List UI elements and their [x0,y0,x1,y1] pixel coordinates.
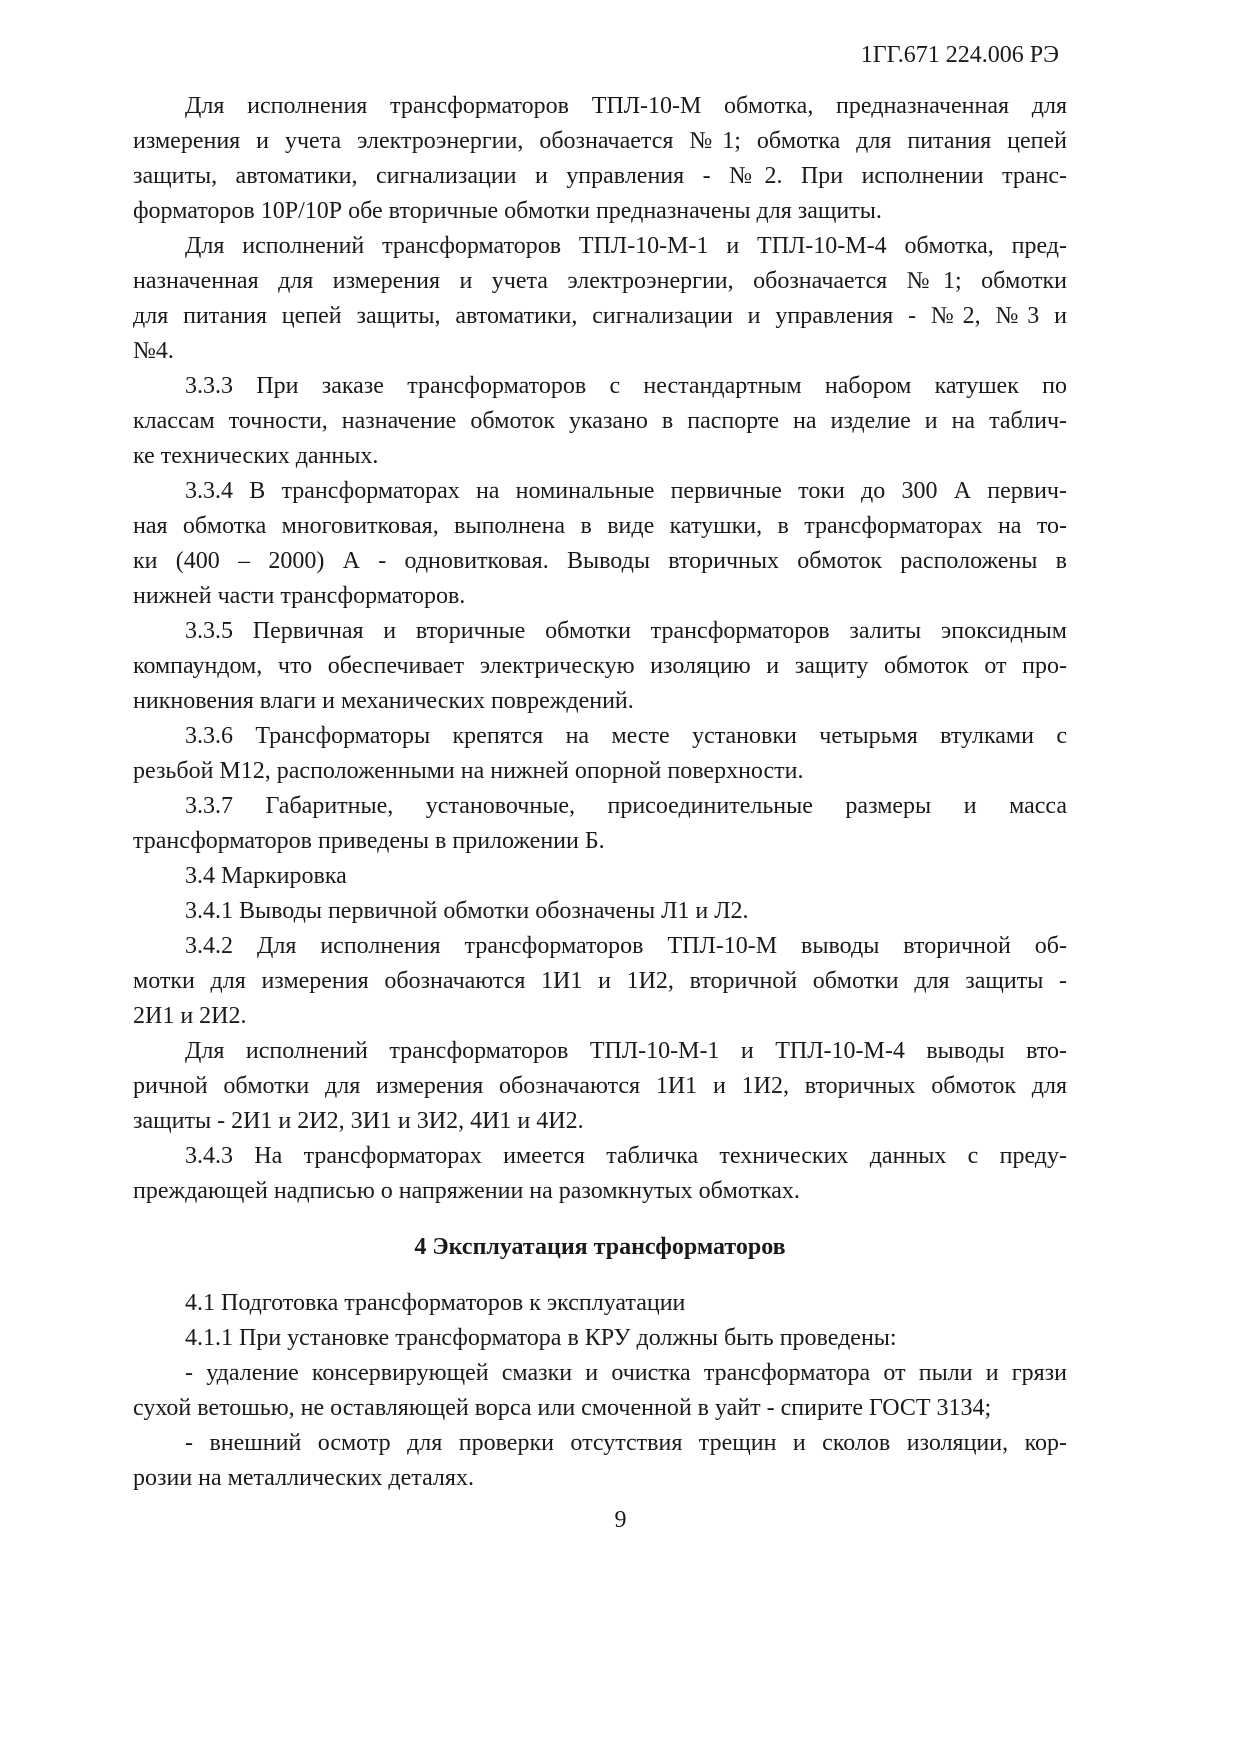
clause-3-4-2: 3.4.2 Для исполнения трансформаторов ТПЛ-10-М выводы вторичной об- [185,933,1067,959]
text-line: компаундом, что обеспечивает электрическую изоляцию и защиту обмоток от про- [133,653,1067,679]
clause-3-4-title: 3.4 Маркировка [185,863,347,889]
clause-3-3-5: 3.3.5 Первичная и вторичные обмотки трансформаторов залиты эпоксидным [185,618,1067,644]
clause-3-3-7: 3.3.7 Габаритные, установочные, присоединительные размеры и масса [185,793,1067,819]
text-line: резьбой М12, расположенными на нижней опорной поверхности. [133,758,804,784]
text-line: сухой ветошью, не оставляющей ворса или смоченной в уайт - спирите ГОСТ 3134; [133,1395,992,1421]
clause-4-1: 4.1 Подготовка трансформаторов к эксплуатации [185,1290,686,1316]
clause-3-4-1: 3.4.1 Выводы первичной обмотки обозначены Л1 и Л2. [185,898,749,924]
text-line: защиты, автоматики, сигнализации и управления - №2. При исполнении транс- [133,163,1067,189]
text-line: преждающей надписью о напряжении на разомкнутых обмотках. [133,1178,800,1204]
clause-3-3-3: 3.3.3 При заказе трансформаторов с нестандартным набором катушек по [185,373,1067,399]
text-line: Для исполнений трансформаторов ТПЛ-10-М-1 и ТПЛ-10-М-4 выводы вто- [185,1038,1067,1064]
text-line: для питания цепей защиты, автоматики, сигнализации и управления - №2, №3 и [133,303,1067,329]
text-line: трансформаторов приведены в приложении Б. [133,828,605,854]
text-line: ки (400 – 2000) А - одновитковая. Выводы вторичных обмоток расположены в [133,548,1067,574]
text-line: ке технических данных. [133,443,379,469]
text-line: измерения и учета электроэнергии, обозначается №1; обмотка для питания цепей [133,128,1067,154]
list-item: - удаление консервирующей смазки и очистка трансформатора от пыли и грязи [185,1360,1067,1386]
section-heading: 4 Эксплуатация трансформаторов [414,1234,786,1260]
text-line: классам точности, назначение обмоток указано в паспорте на изделие и на таблич- [133,408,1067,434]
text-line: 2И1 и 2И2. [133,1003,247,1029]
text-line: защиты - 2И1 и 2И2, 3И1 и 3И2, 4И1 и 4И2. [133,1108,584,1134]
text-line: назначенная для измерения и учета электроэнергии, обозначается №1; обмотки [133,268,1067,294]
list-item: - внешний осмотр для проверки отсутствия трещин и сколов изоляции, кор- [185,1430,1067,1456]
text-line: ная обмотка многовитковая, выполнена в виде катушки, в трансформаторах на то- [133,513,1067,539]
clause-3-3-4: 3.3.4 В трансформаторах на номинальные первичные токи до 300 А первич- [185,478,1067,504]
clause-4-1-1: 4.1.1 При установке трансформатора в КРУ должны быть проведены: [185,1325,897,1351]
clause-3-4-3: 3.4.3 На трансформаторах имеется табличка технических данных с преду- [185,1143,1067,1169]
document-code: 1ГГ.671 224.006 РЭ [860,42,1059,68]
text-line: ричной обмотки для измерения обозначаются 1И1 и 1И2, вторичных обмоток для [133,1073,1067,1099]
text-line: нижней части трансформаторов. [133,583,466,609]
text-line: Для исполнений трансформаторов ТПЛ-10-М-1 и ТПЛ-10-М-4 обмотка, пред- [185,233,1067,259]
text-line: форматоров 10Р/10Р обе вторичные обмотки предназначены для защиты. [133,198,882,224]
page-number: 9 [614,1507,627,1533]
text-line: розии на металлических деталях. [133,1465,474,1491]
text-line: №4. [133,338,174,364]
text-line: никновения влаги и механических повреждений. [133,688,634,714]
clause-3-3-6: 3.3.6 Трансформаторы крепятся на месте установки четырьмя втулками с [185,723,1067,749]
text-line: мотки для измерения обозначаются 1И1 и 1И2, вторичной обмотки для защиты - [133,968,1067,994]
text-line: Для исполнения трансформаторов ТПЛ-10-М обмотка, предназначенная для [185,93,1067,119]
